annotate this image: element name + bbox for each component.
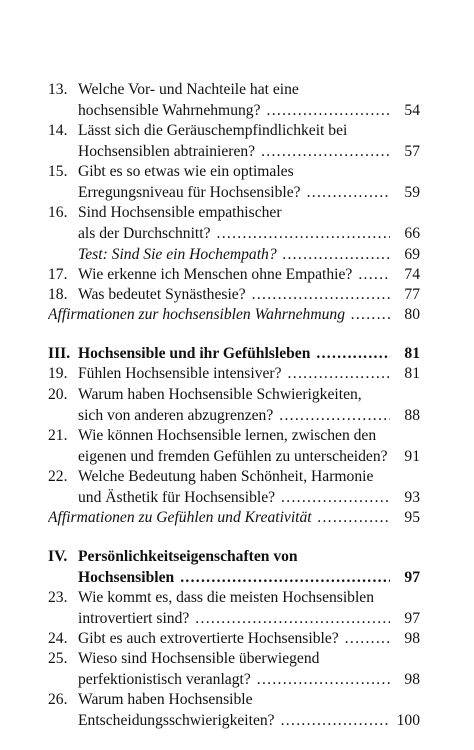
entry-title-text: Gibt es so etwas wie ein optimales [78,163,294,180]
entry-title [78,385,420,405]
toc-line [0,80,474,100]
toc-line [0,406,474,426]
entry-number: 15. [48,163,68,180]
entry-title [78,467,420,487]
entry-number: 17. [48,266,68,283]
dot-leader [261,142,390,162]
page-number: 54 [404,102,420,119]
entry-title [78,426,420,446]
entry-title [78,224,390,244]
dot-leader [252,285,390,305]
toc-line [0,649,474,669]
entry-title [78,265,390,285]
dot-leader [358,265,390,285]
entry-number: 18. [48,286,68,303]
entry-title [78,568,390,588]
entry-title [78,364,390,384]
page-number: 98 [404,671,420,688]
dot-leader [351,305,390,325]
entry-title [78,121,420,141]
toc-line [0,101,474,121]
toc-line [0,121,474,141]
page-number: 57 [404,143,420,160]
dot-leader [195,609,390,629]
toc-line [0,568,474,588]
entry-title-text: Hochsensible und ihr Gefühlsleben [78,345,311,362]
entry-title-text: Sind Hochsensible empathischer [78,204,282,221]
entry-number: IV. [48,548,68,565]
dot-leader [345,629,390,649]
entry-title [78,80,420,100]
entry-number: 21. [48,427,68,444]
dot-leader [318,508,390,528]
page-number: 88 [404,407,420,424]
entry-title-text: eigenen und fremden Gefühlen zu unterscheiden? [78,448,388,465]
entry-title [78,162,420,182]
entry-title-text: perfektionistisch veranlagt? [78,671,251,688]
toc-line [0,447,474,467]
toc-line [0,629,474,649]
dot-leader [279,406,390,426]
entry-title-text: Wie kommt es, dass die meisten Hochsensiblen [78,589,375,606]
dot-leader [283,245,390,265]
toc-line [0,711,474,731]
toc-line [0,364,474,384]
dot-leader [288,364,390,384]
page-number: 66 [404,225,420,242]
entry-number: 20. [48,386,68,403]
entry-number: 13. [48,81,68,98]
entry-title-text: Affirmationen zur hochsensiblen Wahrnehmung [48,306,345,323]
entry-title-text: Hochsensiblen [78,569,175,586]
page-number: 91 [404,448,420,465]
dot-leader [180,568,390,588]
entry-number: 24. [48,630,68,647]
page-number: 81 [404,365,420,382]
toc-line [0,224,474,244]
toc-line [0,547,474,567]
page-number: 97 [404,610,420,627]
toc-line [0,183,474,203]
entry-title-text: Affirmationen zu Gefühlen und Kreativität [48,509,312,526]
entry-title-text: Persönlichkeitseigenschaften von [78,548,298,565]
entry-title-text: Warum haben Hochsensible [78,691,253,708]
toc-line [0,690,474,710]
page-number: 77 [404,286,420,303]
entry-title [78,285,390,305]
entry-title [78,101,390,121]
entry-title-text: Erregungsniveau für Hochsensible? [78,184,301,201]
dot-leader [307,183,390,203]
entry-title [78,649,420,669]
toc-line [0,670,474,690]
entry-title [78,711,390,731]
entry-title [78,447,390,467]
toc-line [0,385,474,405]
entry-title [78,142,390,162]
entry-title [78,488,390,508]
entry-title-text: Welche Vor- und Nachteile hat eine [78,81,299,98]
toc-line [0,305,474,325]
entry-title-text: als der Durchschnitt? [78,225,211,242]
page-number: 95 [404,509,420,526]
entry-title-text: introvertiert sind? [78,610,190,627]
entry-number: III. [48,345,71,362]
entry-title-text: Lässt sich die Geräuschempfindlichkeit bei [78,122,348,139]
entry-title-text: Gibt es auch extrovertierte Hochsensible? [78,630,339,647]
entry-title [78,690,420,710]
entry-title [78,609,390,629]
entry-title [78,203,420,223]
entry-title-text: Was bedeutet Synästhesie? [78,286,246,303]
entry-title [48,508,390,528]
toc-line [0,285,474,305]
page-number: 74 [404,266,420,283]
entry-number: 19. [48,365,68,382]
entry-title-text: Fühlen Hochsensible intensiver? [78,365,282,382]
entry-title [78,406,390,426]
dot-leader [217,224,390,244]
toc-line [0,203,474,223]
toc-line [0,142,474,162]
entry-title [48,305,390,325]
toc-line [0,488,474,508]
entry-title-text: Wieso sind Hochsensible überwiegend [78,650,320,667]
entry-title-text: Welche Bedeutung haben Schönheit, Harmonie [78,468,374,485]
entry-title [78,245,390,265]
dot-leader [316,344,390,364]
page-number: 80 [404,306,420,323]
toc-line [0,426,474,446]
dot-leader [267,101,390,121]
entry-title [78,547,420,567]
toc-line [0,609,474,629]
page-number: 93 [404,489,420,506]
entry-title-text: Wie erkenne ich Menschen ohne Empathie? [78,266,353,283]
page-number: 100 [396,712,420,729]
entry-number: 14. [48,122,68,139]
toc-line [0,588,474,608]
entry-title-text: hochsensible Wahrnehmung? [78,102,261,119]
entry-title-text: sich von anderen abzugrenzen? [78,407,274,424]
page-number: 69 [404,246,420,263]
entry-title [78,344,390,364]
page-number: 98 [404,630,420,647]
dot-leader [281,711,390,731]
toc-line [0,245,474,265]
entry-number: 22. [48,468,68,485]
entry-number: 16. [48,204,68,221]
entry-title-text: Hochsensiblen abtrainieren? [78,143,256,160]
dot-leader [257,670,390,690]
entry-title-text: und Ästhetik für Hochsensible? [78,489,276,506]
entry-title [78,588,420,608]
entry-number: 23. [48,589,68,606]
entry-title-text: Test: Sind Sie ein Hochempath? [78,246,277,263]
entry-title-text: Entscheidungsschwierigkeiten? [78,712,275,729]
page-number: 97 [404,569,420,586]
toc-line [0,508,474,528]
entry-title-text: Wie können Hochsensible lernen, zwischen den [78,427,377,444]
entry-number: 25. [48,650,68,667]
entry-title [78,183,390,203]
page-number: 59 [404,184,420,201]
toc-line [0,344,474,364]
entry-title-text: Warum haben Hochsensible Schwierigkeiten, [78,386,362,403]
toc-line [0,265,474,285]
page-number: 81 [404,345,420,362]
entry-title [78,629,390,649]
toc-line [0,162,474,182]
dot-leader [281,488,390,508]
toc-line [0,467,474,487]
entry-title [78,670,390,690]
entry-number: 26. [48,691,68,708]
